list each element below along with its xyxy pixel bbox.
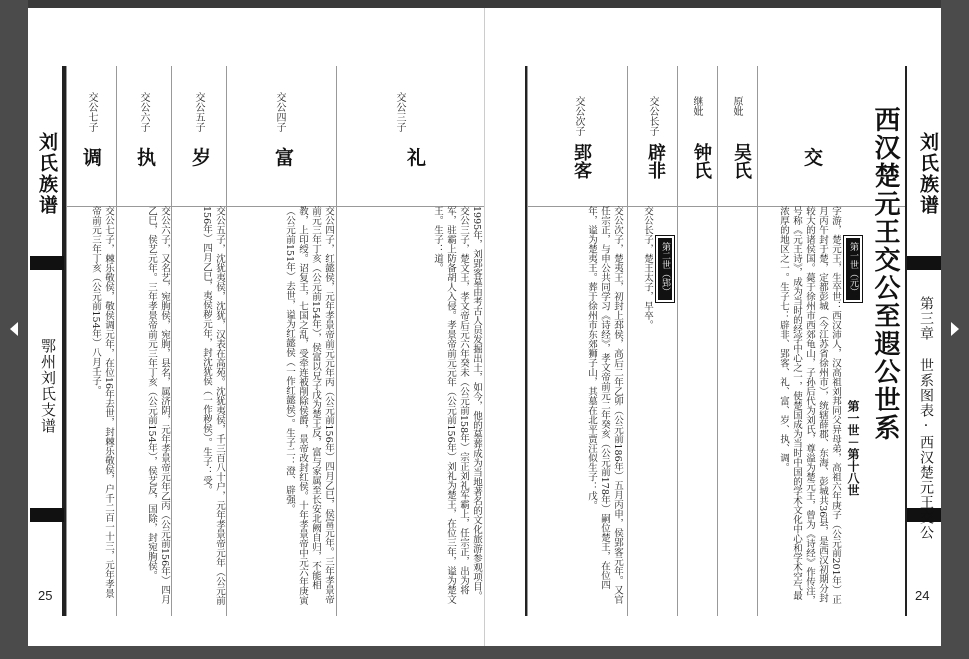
top-bar (0, 0, 969, 8)
left-nav-area (0, 0, 28, 659)
wife-name: 吴氏 (731, 143, 752, 179)
relation-label: 原妣 (731, 96, 742, 116)
genealogy-table (525, 66, 907, 616)
side-title: 刘氏族谱 (917, 132, 939, 216)
wife-name: 钟氏 (691, 143, 712, 179)
biography-text: 交公五子，沈犹夷侯，沈犹，汉表在高苑。沈犹夷侯，千三百八十户，元年孝景帝元年（公元前156年）四月乙巳，夷侯秽元年，封沈犹侯（一作秽侯）。生子：受。 (201, 206, 225, 605)
relation-label: 交公四子 (274, 92, 285, 132)
page-number: 25 (38, 588, 53, 603)
son-biography: 交公长子，楚王太子，早卒。 (642, 206, 653, 330)
relation-label: 交公次子 (573, 96, 584, 136)
relation-label: 交公七子 (86, 92, 97, 132)
biography-text: 交公七子，棘乐敬侯，敬侯调元年，在位16年去世，封棘乐敬侯，户千二百一十三，元年孝景帝前元三年丁亥（公元前154年）八月壬子。 (90, 206, 114, 599)
person-name: 富 (275, 147, 295, 169)
left-page (28, 8, 484, 646)
tab-band-top (30, 256, 64, 270)
relation-label: 交公六子 (138, 92, 149, 132)
biography-text: 交公四子，红懿侯，元年孝景帝前元元年丙（公元前156年）四月乙巳，侯富元年。三年孝景帝前元三年丁亥（公元前154年），侯富以兄子戊为楚王反，富与家属至长安北阙自归，不能相教，上印绶。诏复王，七国之乱，受牵连被削除侯爵，景帝改封红侯。十年孝景帝中元六年庚寅（公元前151年）去世，谥为红懿侯（一作红懿侯）。生子二：澄、辟强。 (284, 206, 334, 605)
column-bifei (627, 66, 678, 616)
person-name: 岁 (192, 147, 212, 169)
column-wife-wu (717, 66, 758, 616)
right-side-tab (905, 66, 941, 616)
right-nav-area (941, 0, 969, 659)
column-sui (171, 66, 227, 616)
son-name: 辟非 (645, 143, 666, 179)
tab-band-bottom (30, 508, 64, 522)
relation-label: 继妣 (691, 96, 702, 116)
side-subtitle: 第三章 世系图表·西汉楚元王交公 (918, 296, 934, 540)
son-name: 郢客 (571, 143, 592, 179)
biography-text: 1995年，刘郢客墓由考古人员发掘出土，如今，他的墓葬成为当地著名的文化旅游参观项目。交公三子，楚文王，孝文帝后元六年癸未（公元前158年）宗正刘礼军霸上，任宗正，出为将军，驻霸上防备胡人入侵。孝景帝前元元年（公元前156年）刘礼为楚王，在位三年，谥为楚文王。生子：道。 (432, 206, 482, 605)
column-fu (226, 66, 337, 616)
person-name: 调 (83, 147, 103, 169)
column-wife-zhong (677, 66, 718, 616)
right-page (485, 8, 941, 646)
page-title: 西汉楚元王交公至遐公世系 (870, 106, 900, 442)
side-title: 刘氏族谱 (36, 132, 58, 216)
column-jiao (757, 66, 868, 616)
founder-name: 交 (804, 147, 824, 169)
generation-badge: 第一世（元） (844, 236, 862, 302)
son-biography: 交公次子，楚夷王，初封上邳侯，高后二年乙卯（公元前186年）五月丙申，侯郢客元年。又官任宗正，与申公共同学习《诗经》，孝文帝前元二年癸亥（公元前178年）嗣位楚王，在位四年，谥为楚夷王。葬于徐州市东郊狮子山，其墓在北平贾汪似生子：戊。 (586, 206, 623, 605)
relation-label: 交公长子 (647, 96, 658, 136)
side-subtitle: 鄂州刘氏支谱 (39, 338, 57, 434)
biography-text: 交公六子，又名艺，宛朐侯，宛朐，县名，属济阴，元年孝景帝元年乙丙（公元前156年）四月乙巳，侯艺元年。三年孝景帝前元三年丁亥（公元前154年），侯艺反，国除，封宛朐侯。 (146, 206, 170, 605)
column-yingke (527, 66, 628, 616)
column-li (336, 66, 484, 616)
generation-badge: 第二世（郢） (656, 236, 674, 302)
genealogy-table (64, 66, 484, 616)
generation-range: 第一世－第十八世 (846, 400, 860, 496)
next-page-arrow-icon[interactable] (951, 322, 959, 336)
page-number: 24 (915, 588, 930, 603)
tab-band-top (907, 256, 941, 270)
column-zhi (116, 66, 172, 616)
person-name: 礼 (407, 147, 427, 169)
prev-page-arrow-icon[interactable] (10, 322, 18, 336)
left-side-tab (30, 66, 64, 616)
founder-biography: 字游，楚元王，生卒世：西汉沛人，汉高祖刘邦同父异母弟，高祖六年庚子（公元前201年）正月丙午封于楚，定都彭城（今江苏省徐州市），统辖薛郡、东海、彭城共36县，是西汉初期分封较大的诸侯国。薨于徐州市西郊龟山，子孙后代为刘氏，尊溢为楚元王，曾为《诗经》作传注，号称《元王诗》，成为当时的经学中心之一，使楚国成为当时中国的学术文化中心和学术空气最浓厚的地区之一。生子七：辟非、郢客、礼、富、岁、执、调。 (778, 206, 841, 605)
column-diao (66, 66, 117, 616)
relation-label: 交公五子 (193, 92, 204, 132)
person-name: 执 (137, 147, 157, 169)
relation-label: 交公三子 (394, 92, 405, 132)
